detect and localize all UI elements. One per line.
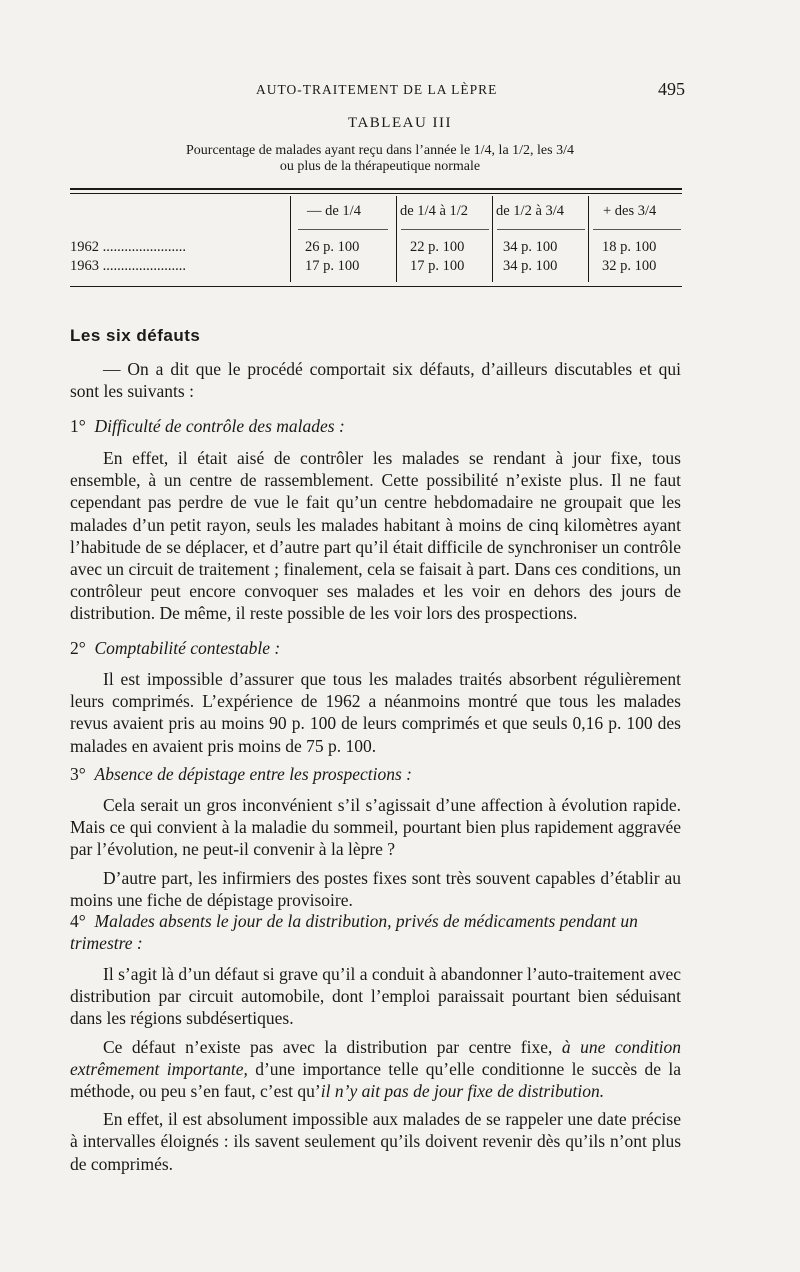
- table-column-divider: [396, 196, 397, 282]
- subheading-title: Malades absents le jour de la distribution, privés de médicaments pendant un trimestre :: [70, 911, 638, 954]
- table-column-header: de 1/4 à 1/2: [400, 203, 469, 219]
- table-column-divider: [290, 196, 291, 282]
- item-2-body: [70, 668, 681, 757]
- subheading-number: 2°: [70, 638, 86, 658]
- item-3-body: [70, 794, 681, 911]
- emphasis-text: il n’y ait pas de jour fixe de distribution.: [320, 1081, 605, 1102]
- subheading-4: [70, 910, 681, 954]
- table-cell: 32 p. 100: [602, 258, 657, 274]
- header-underline: [298, 229, 388, 230]
- subheading-number: 4°: [70, 911, 86, 931]
- text-run: d’une importance telle qu’elle conditionne le succès de la méthode, ou peu s’en faut, c’est qu’: [70, 1058, 681, 1102]
- table-cell: 17 p. 100: [305, 258, 360, 274]
- paragraph: En effet, il était aisé de contrôler les malades se rendant à jour fixe, tous ensemble, à un centre de rassemblement. Cette possibilité n’existe plus. Il ne faut cependant pas perdre de vue le fait qu’un centre hebdomadaire ne groupait que les malades d’un petit rayon, seuls les malades habitant à moins de cinq kilomètres ayant l’habitude de se déplacer, et d’autre part qu’il était difficile de synchroniser un contrôle avec un circuit de traitement ; finalement, cela se faisait à part. Dans ces conditions, un contrôleur peut encore convoquer ses malades et les voir en dehors des jours de distribution. De même, il reste possible de les voir lors des prospections.: [70, 448, 681, 624]
- table-title: TABLEAU III: [347, 115, 453, 131]
- item-1-body: [70, 447, 681, 625]
- table-bottom-rule: [70, 286, 682, 287]
- subheading-title: Difficulté de contrôle des malades :: [94, 416, 345, 436]
- table-top-rule-thin: [70, 193, 682, 194]
- subheading-title: Comptabilité contestable :: [94, 638, 281, 658]
- subheading-number: 1°: [70, 416, 86, 436]
- page-number: 495: [658, 79, 685, 99]
- subheading-3: [70, 763, 681, 785]
- row-year: 1962 .......................: [70, 239, 186, 255]
- text-run: Ce défaut n’existe pas avec la distribution par centre fixe,: [103, 1036, 562, 1057]
- row-year: 1963 .......................: [70, 258, 186, 274]
- table-cell: 18 p. 100: [602, 239, 657, 255]
- subheading-title: Absence de dépistage entre les prospections :: [94, 764, 413, 784]
- table-cell: 22 p. 100: [410, 239, 465, 255]
- table-column-header: — de 1/4: [307, 203, 361, 219]
- header-underline: [593, 229, 681, 230]
- table-column-header: + des 3/4: [603, 203, 657, 219]
- table-caption-line-2: ou plus de la thérapeutique normale: [279, 159, 481, 174]
- section-heading: Les six défauts: [70, 326, 201, 345]
- table-column-divider: [588, 196, 589, 282]
- paragraph: Il s’agit là d’un défaut si grave qu’il a conduit à abandonner l’auto-traitement avec distribution par circuit automobile, dont l’emploi paraissait pourtant bien séduisant dans les régions subdésertiques.: [70, 964, 681, 1029]
- table-caption-line-1: Pourcentage de malades ayant reçu dans l’année le 1/4, la 1/2, les 3/4: [186, 143, 574, 158]
- table-top-rule: [70, 188, 682, 190]
- paragraph: En effet, il est absolument impossible aux malades de se rappeler une date précise à intervalles éloignés : ils savent seulement qu’ils doivent revenir dès qu’ils n’ont plus de comprimés.: [70, 1109, 681, 1174]
- paragraph: Cela serait un gros inconvénient s’il s’agissait d’une affection à évolution rapide. Mais ce qui convient à la maladie du sommeil, pourtant bien plus rapidement aggravée par l’évolution, ne peut-il convenir à la lèpre ?: [70, 795, 681, 860]
- table-caption: [125, 143, 635, 175]
- table-cell: 17 p. 100: [410, 258, 465, 274]
- header-underline: [497, 229, 585, 230]
- paragraph: — On a dit que le procédé comportait six défauts, d’ailleurs discutables et qui sont les suivants :: [70, 359, 681, 402]
- intro-paragraph: [70, 358, 681, 402]
- subheading-2: [70, 637, 681, 659]
- table-cell: 34 p. 100: [503, 258, 558, 274]
- table-cell: 34 p. 100: [503, 239, 558, 255]
- table-cell: 26 p. 100: [305, 239, 360, 255]
- header-underline: [401, 229, 489, 230]
- subheading-number: 3°: [70, 764, 86, 784]
- running-title: AUTO-TRAITEMENT DE LA LÈPRE: [256, 82, 498, 97]
- emphasis-text: à une condition extrêmement importante,: [70, 1036, 682, 1079]
- subheading-1: [70, 415, 681, 437]
- item-4-body: [70, 963, 681, 1175]
- paragraph: [70, 1036, 681, 1103]
- table-column-divider: [492, 196, 493, 282]
- paragraph: D’autre part, les infirmiers des postes fixes sont très souvent capables d’établir au moins une fiche de dépistage provisoire.: [70, 867, 681, 910]
- paragraph: Il est impossible d’assurer que tous les malades traités absorbent régulièrement leurs comprimés. L’expérience de 1962 a néanmoins montré que tous les malades revus avaient pris au moins 90 p. 100 de leurs comprimés et que seuls 0,16 p. 100 des malades en avaient pris moins de 75 p. 100.: [70, 669, 681, 756]
- table-column-header: de 1/2 à 3/4: [496, 203, 565, 219]
